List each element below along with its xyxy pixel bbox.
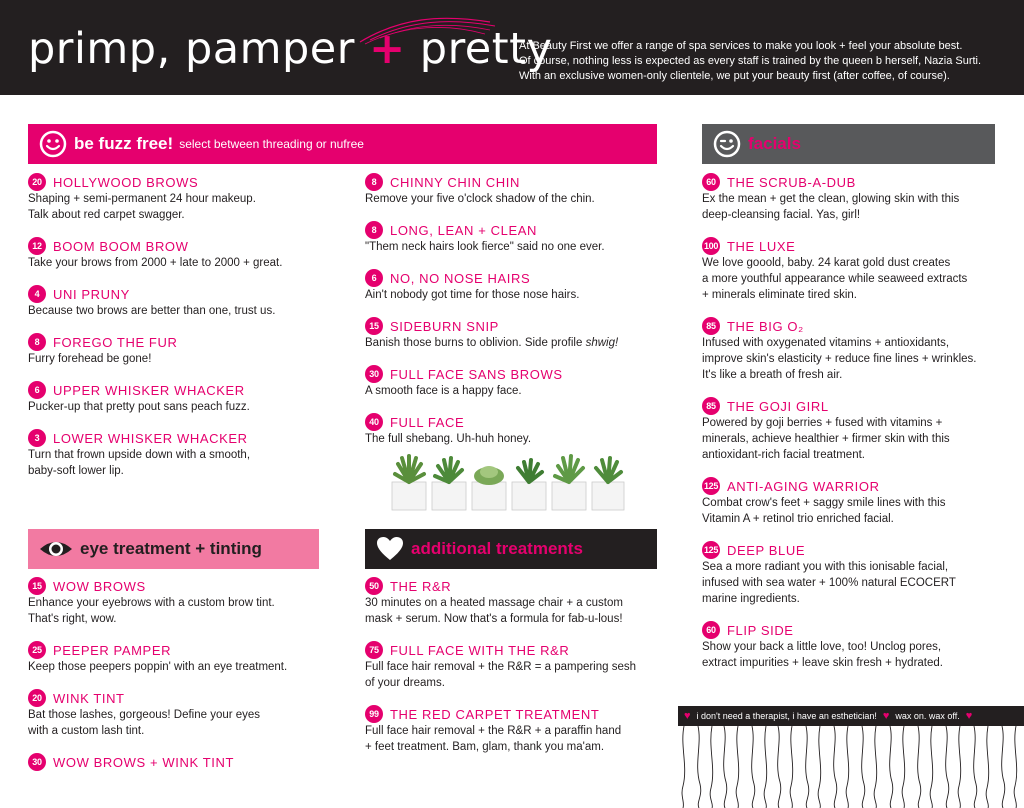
service-item — [365, 173, 595, 207]
quote-bar — [678, 706, 1024, 726]
service-item — [28, 173, 256, 223]
service-name: THE R&R — [390, 578, 452, 594]
service-item — [365, 317, 618, 351]
service-name: DEEP BLUE — [727, 542, 806, 558]
succulent-pot — [552, 456, 586, 510]
service-item — [28, 429, 250, 479]
smiley-face-icon — [38, 129, 68, 159]
service-name: SIDEBURN SNIP — [390, 318, 499, 334]
section-title: eye treatment + tinting — [80, 539, 262, 558]
service-name: CHINNY CHIN CHIN — [390, 174, 520, 190]
succulent-pot — [512, 460, 546, 510]
eye-icon — [38, 534, 74, 564]
service-description: Banish those burns to oblivion. Side profile shwig! — [365, 337, 619, 349]
service-description: Full face hair removal + the R&R = a pampering sesh of your dreams. — [365, 661, 637, 689]
section-banner-additional-treatments — [365, 529, 657, 569]
service-item — [365, 221, 605, 255]
price-badge: 30 — [28, 753, 46, 771]
service-name: BOOM BOOM BROW — [53, 238, 189, 254]
service-name: NO, NO NOSE HAIRS — [390, 270, 531, 286]
service-item — [28, 381, 250, 415]
service-item — [365, 413, 531, 447]
service-item — [702, 477, 945, 527]
succulent-pot — [392, 456, 426, 510]
service-description: Turn that frown upside down with a smooth, baby-soft lower lip. — [28, 449, 251, 477]
price-badge: 8 — [28, 333, 46, 351]
intro-line: At Beauty First we offer a range of spa services to make you look + feel your absolute best. — [519, 40, 963, 52]
price-badge: 125 — [702, 541, 720, 559]
service-name: FLIP SIDE — [727, 622, 794, 638]
service-item — [365, 269, 579, 303]
service-description: Sea a more radiant you with this ionisable facial, infused with sea water + 100% natural ECOCERT marine ingredients. — [702, 561, 956, 605]
service-item — [28, 641, 287, 675]
service-description: Ex the mean + get the clean, glowing skin with this deep-cleansing facial. Yas, girl! — [702, 193, 960, 221]
price-badge: 85 — [702, 397, 720, 415]
service-description: Infused with oxygenated vitamins + antioxidants, improve skin's elasticity + reduce fine lines + wrinkles. It's like a breath of fresh air. — [702, 337, 977, 381]
price-badge: 20 — [28, 689, 46, 707]
succulent-pot — [472, 466, 506, 510]
service-description: Combat crow's feet + saggy smile lines with this Vitamin A + retinol trio enriched facial. — [702, 497, 946, 525]
price-badge: 6 — [365, 269, 383, 287]
service-item — [28, 577, 275, 627]
service-description: Full face hair removal + the R&R + a paraffin hand + feet treatment. Bam, glam, thank you ma'am. — [365, 725, 622, 753]
service-name: ANTI-AGING WARRIOR — [727, 478, 880, 494]
service-name: WOW BROWS — [53, 578, 146, 594]
service-name: FULL FACE SANS BROWS — [390, 366, 563, 382]
service-description: A smooth face is a happy face. — [365, 385, 522, 397]
price-badge: 85 — [702, 317, 720, 335]
service-description: Ain't nobody got time for those nose hairs. — [365, 289, 580, 301]
section-title: be fuzz free! — [74, 134, 174, 153]
price-badge: 40 — [365, 413, 383, 431]
price-badge: 100 — [702, 237, 720, 255]
section-title: facials — [748, 134, 801, 153]
section-title: additional treatments — [411, 539, 583, 558]
service-description: Remove your five o'clock shadow of the chin. — [365, 193, 595, 205]
heart-icon: ♥ — [684, 710, 691, 722]
price-badge: 99 — [365, 705, 383, 723]
price-badge: 20 — [28, 173, 46, 191]
service-name: WINK TINT — [53, 690, 125, 706]
tagline-text: wax on. wax off. — [895, 711, 960, 721]
price-badge: 15 — [28, 577, 46, 595]
service-description: Shaping + semi-permanent 24 hour makeup. Talk about red carpet swagger. — [28, 193, 256, 221]
service-item — [702, 317, 976, 383]
section-banner-eye-treatment — [28, 529, 319, 569]
service-name: PEEPER PAMPER — [53, 642, 172, 658]
service-name: THE SCRUB-A-DUB — [727, 174, 856, 190]
service-description: We love gooold, baby. 24 karat gold dust creates a more youthful appearance while seaweed extracts + minerals eliminate tired skin. — [702, 257, 968, 301]
service-description: Because two brows are better than one, trust us. — [28, 305, 276, 317]
service-item — [365, 641, 636, 691]
price-badge: 60 — [702, 173, 720, 191]
service-description: Furry forehead be gone! — [28, 353, 152, 365]
service-description: Enhance your eyebrows with a custom brow tint. That's right, wow. — [28, 597, 275, 625]
heart-icon — [375, 534, 405, 564]
price-badge: 50 — [365, 577, 383, 595]
service-item — [28, 285, 275, 319]
service-description: "Them neck hairs look fierce" said no one ever. — [365, 241, 605, 253]
intro-line: Of course, nothing less is expected as every staff is trained by the queen b herself, Nazia Surti. — [519, 55, 982, 67]
service-name: FOREGO THE FUR — [53, 334, 178, 350]
succulent-pot — [592, 458, 624, 510]
heart-icon: ♥ — [965, 710, 973, 722]
section-banner-facials — [702, 124, 995, 164]
service-item — [702, 173, 959, 223]
section-subtitle: select between threading or nufree — [179, 137, 364, 151]
price-badge: 60 — [702, 621, 720, 639]
service-item — [702, 621, 943, 671]
service-name: HOLLYWOOD BROWS — [53, 174, 199, 190]
price-badge: 6 — [28, 381, 46, 399]
service-name: LOWER WHISKER WHACKER — [53, 430, 248, 446]
price-badge: 15 — [365, 317, 383, 335]
service-name: THE BIG O₂ — [727, 318, 804, 334]
service-item — [28, 689, 260, 739]
price-badge: 75 — [365, 641, 383, 659]
service-description: Take your brows from 2000 + late to 2000 + great. — [28, 257, 283, 269]
price-badge: 4 — [28, 285, 46, 303]
page-title: primp, pamper + pretty — [28, 24, 553, 74]
service-description: Pucker-up that pretty pout sans peach fuzz. — [28, 401, 250, 413]
service-name: LONG, LEAN + CLEAN — [390, 222, 537, 238]
service-item — [28, 237, 282, 271]
section-banner-fuzz-free — [28, 124, 657, 164]
service-item — [28, 753, 234, 771]
price-badge: 25 — [28, 641, 46, 659]
service-name: THE LUXE — [727, 238, 796, 254]
price-badge: 8 — [365, 221, 383, 239]
service-name: THE GOJI GIRL — [727, 398, 829, 414]
quote-text: i don't need a therapist, i have an esthetician! — [696, 711, 877, 721]
service-item — [365, 705, 621, 755]
service-item — [28, 333, 177, 367]
price-badge: 30 — [365, 365, 383, 383]
service-item — [702, 237, 967, 303]
service-description: Powered by goji berries + fused with vitamins + minerals, achieve healthier + firmer skin with this antioxidant-rich facial treatment. — [702, 417, 950, 461]
service-item — [365, 577, 623, 627]
price-badge: 12 — [28, 237, 46, 255]
wavy-lines-decoration — [678, 726, 1024, 808]
service-description: Bat those lashes, gorgeous! Define your eyes with a custom lash tint. — [28, 709, 261, 737]
service-description: 30 minutes on a heated massage chair + a custom mask + serum. Now that's a formula for fab-u-lous! — [365, 597, 623, 625]
service-item — [702, 397, 950, 463]
succulent-pot — [432, 458, 466, 510]
intro-text — [519, 39, 1009, 84]
service-item — [365, 365, 563, 399]
service-name: UNI PRUNY — [53, 286, 130, 302]
service-name: WOW BROWS + WINK TINT — [53, 754, 234, 770]
service-description: Show your back a little love, too! Unclog pores, extract impurities + leave skin fresh + hydrated. — [702, 641, 943, 669]
header-bar — [0, 0, 1024, 95]
price-badge: 8 — [365, 173, 383, 191]
service-name: FULL FACE — [390, 414, 465, 430]
service-name: FULL FACE WITH THE R&R — [390, 642, 570, 658]
service-name: THE RED CARPET TREATMENT — [390, 706, 600, 722]
heart-icon: ♥ — [882, 710, 890, 722]
service-name: UPPER WHISKER WHACKER — [53, 382, 245, 398]
service-item — [702, 541, 956, 607]
service-description: Keep those peepers poppin' with an eye treatment. — [28, 661, 288, 673]
winking-face-icon — [712, 129, 742, 159]
service-description: The full shebang. Uh-huh honey. — [365, 433, 532, 445]
succulent-plants-image — [388, 452, 628, 512]
intro-line: With an exclusive women-only clientele, we put your beauty first (after coffee, of course). — [519, 70, 950, 82]
price-badge: 125 — [702, 477, 720, 495]
price-badge: 3 — [28, 429, 46, 447]
